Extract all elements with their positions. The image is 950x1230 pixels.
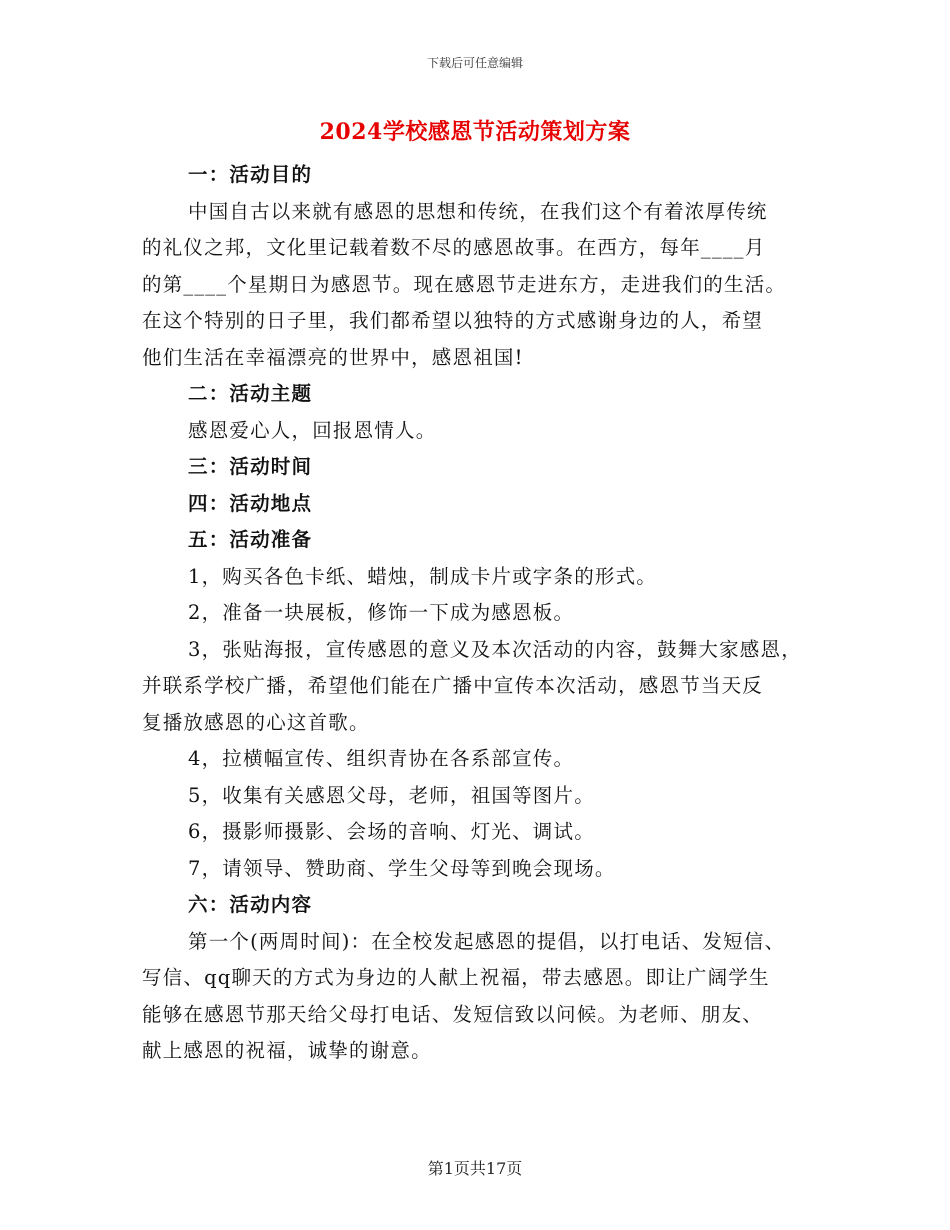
section-heading: 四：活动地点 <box>188 491 313 515</box>
section-heading: 六：活动内容 <box>188 893 313 916</box>
paragraph-line: 5，收集有关感恩父母，老师，祖国等图片。 <box>188 783 595 807</box>
paragraph-line: 3，张贴海报，宣传感恩的意义及本次活动的内容，鼓舞大家感恩， <box>188 637 802 661</box>
paragraph-line: 在这个特别的日子里，我们都希望以独特的方式感谢身边的人，希望 <box>142 309 764 332</box>
paragraph-line: 复播放感恩的心这首歌。 <box>142 710 370 734</box>
section-heading: 三：活动时间 <box>188 455 313 478</box>
paragraph-line: 献上感恩的祝福，诚挚的谢意。 <box>142 1039 432 1062</box>
paragraph-line: 4，拉横幅宣传、组织青协在各系部宣传。 <box>188 747 575 770</box>
paragraph-line: 能够在感恩节那天给父母打电话、发短信致以问候。为老师、朋友、 <box>142 1002 764 1026</box>
paragraph-line: 7，请领导、赞助商、学生父母等到晚会现场。 <box>188 856 616 880</box>
paragraph-line: 6，摄影师摄影、会场的音响、灯光、调试。 <box>188 820 595 843</box>
document-body <box>142 157 822 1070</box>
section-heading: 一：活动目的 <box>188 163 313 186</box>
document-title: 2024学校感恩节活动策划方案 <box>319 119 631 145</box>
paragraph-line: 并联系学校广播，希望他们能在广播中宣传本次活动，感恩节当天反 <box>142 674 764 697</box>
paragraph-line: 他们生活在幸福漂亮的世界中，感恩祖国! <box>142 345 524 369</box>
paragraph-line: 中国自古以来就有感恩的思想和传统，在我们这个有着浓厚传统 <box>188 199 768 223</box>
header-note: 下载后可任意编辑 <box>426 56 523 70</box>
paragraph-line: 写信、qq聊天的方式为身边的人献上祝福，带去感恩。即让广阔学生 <box>142 966 770 989</box>
paragraph-line: 的礼仪之邦，文化里记载着数不尽的感恩故事。在西方，每年____月 <box>142 236 766 259</box>
section-heading: 二：活动主题 <box>188 382 313 405</box>
paragraph-line: 感恩爱心人，回报恩情人。 <box>188 418 437 442</box>
paragraph-line: 第一个(两周时间)：在全校发起感恩的提倡，以打电话、发短信、 <box>188 929 786 953</box>
page-indicator: 第1页共17页 <box>427 1159 523 1178</box>
section-heading: 五：活动准备 <box>188 528 313 551</box>
paragraph-line: 1，购买各色卡纸、蜡烛，制成卡片或字条的形式。 <box>188 564 658 588</box>
paragraph-line: 的第____个星期日为感恩节。现在感恩节走进东方，走进我们的生活。 <box>142 272 787 296</box>
paragraph-line: 2，准备一块展板，修饰一下成为感恩板。 <box>188 601 575 624</box>
